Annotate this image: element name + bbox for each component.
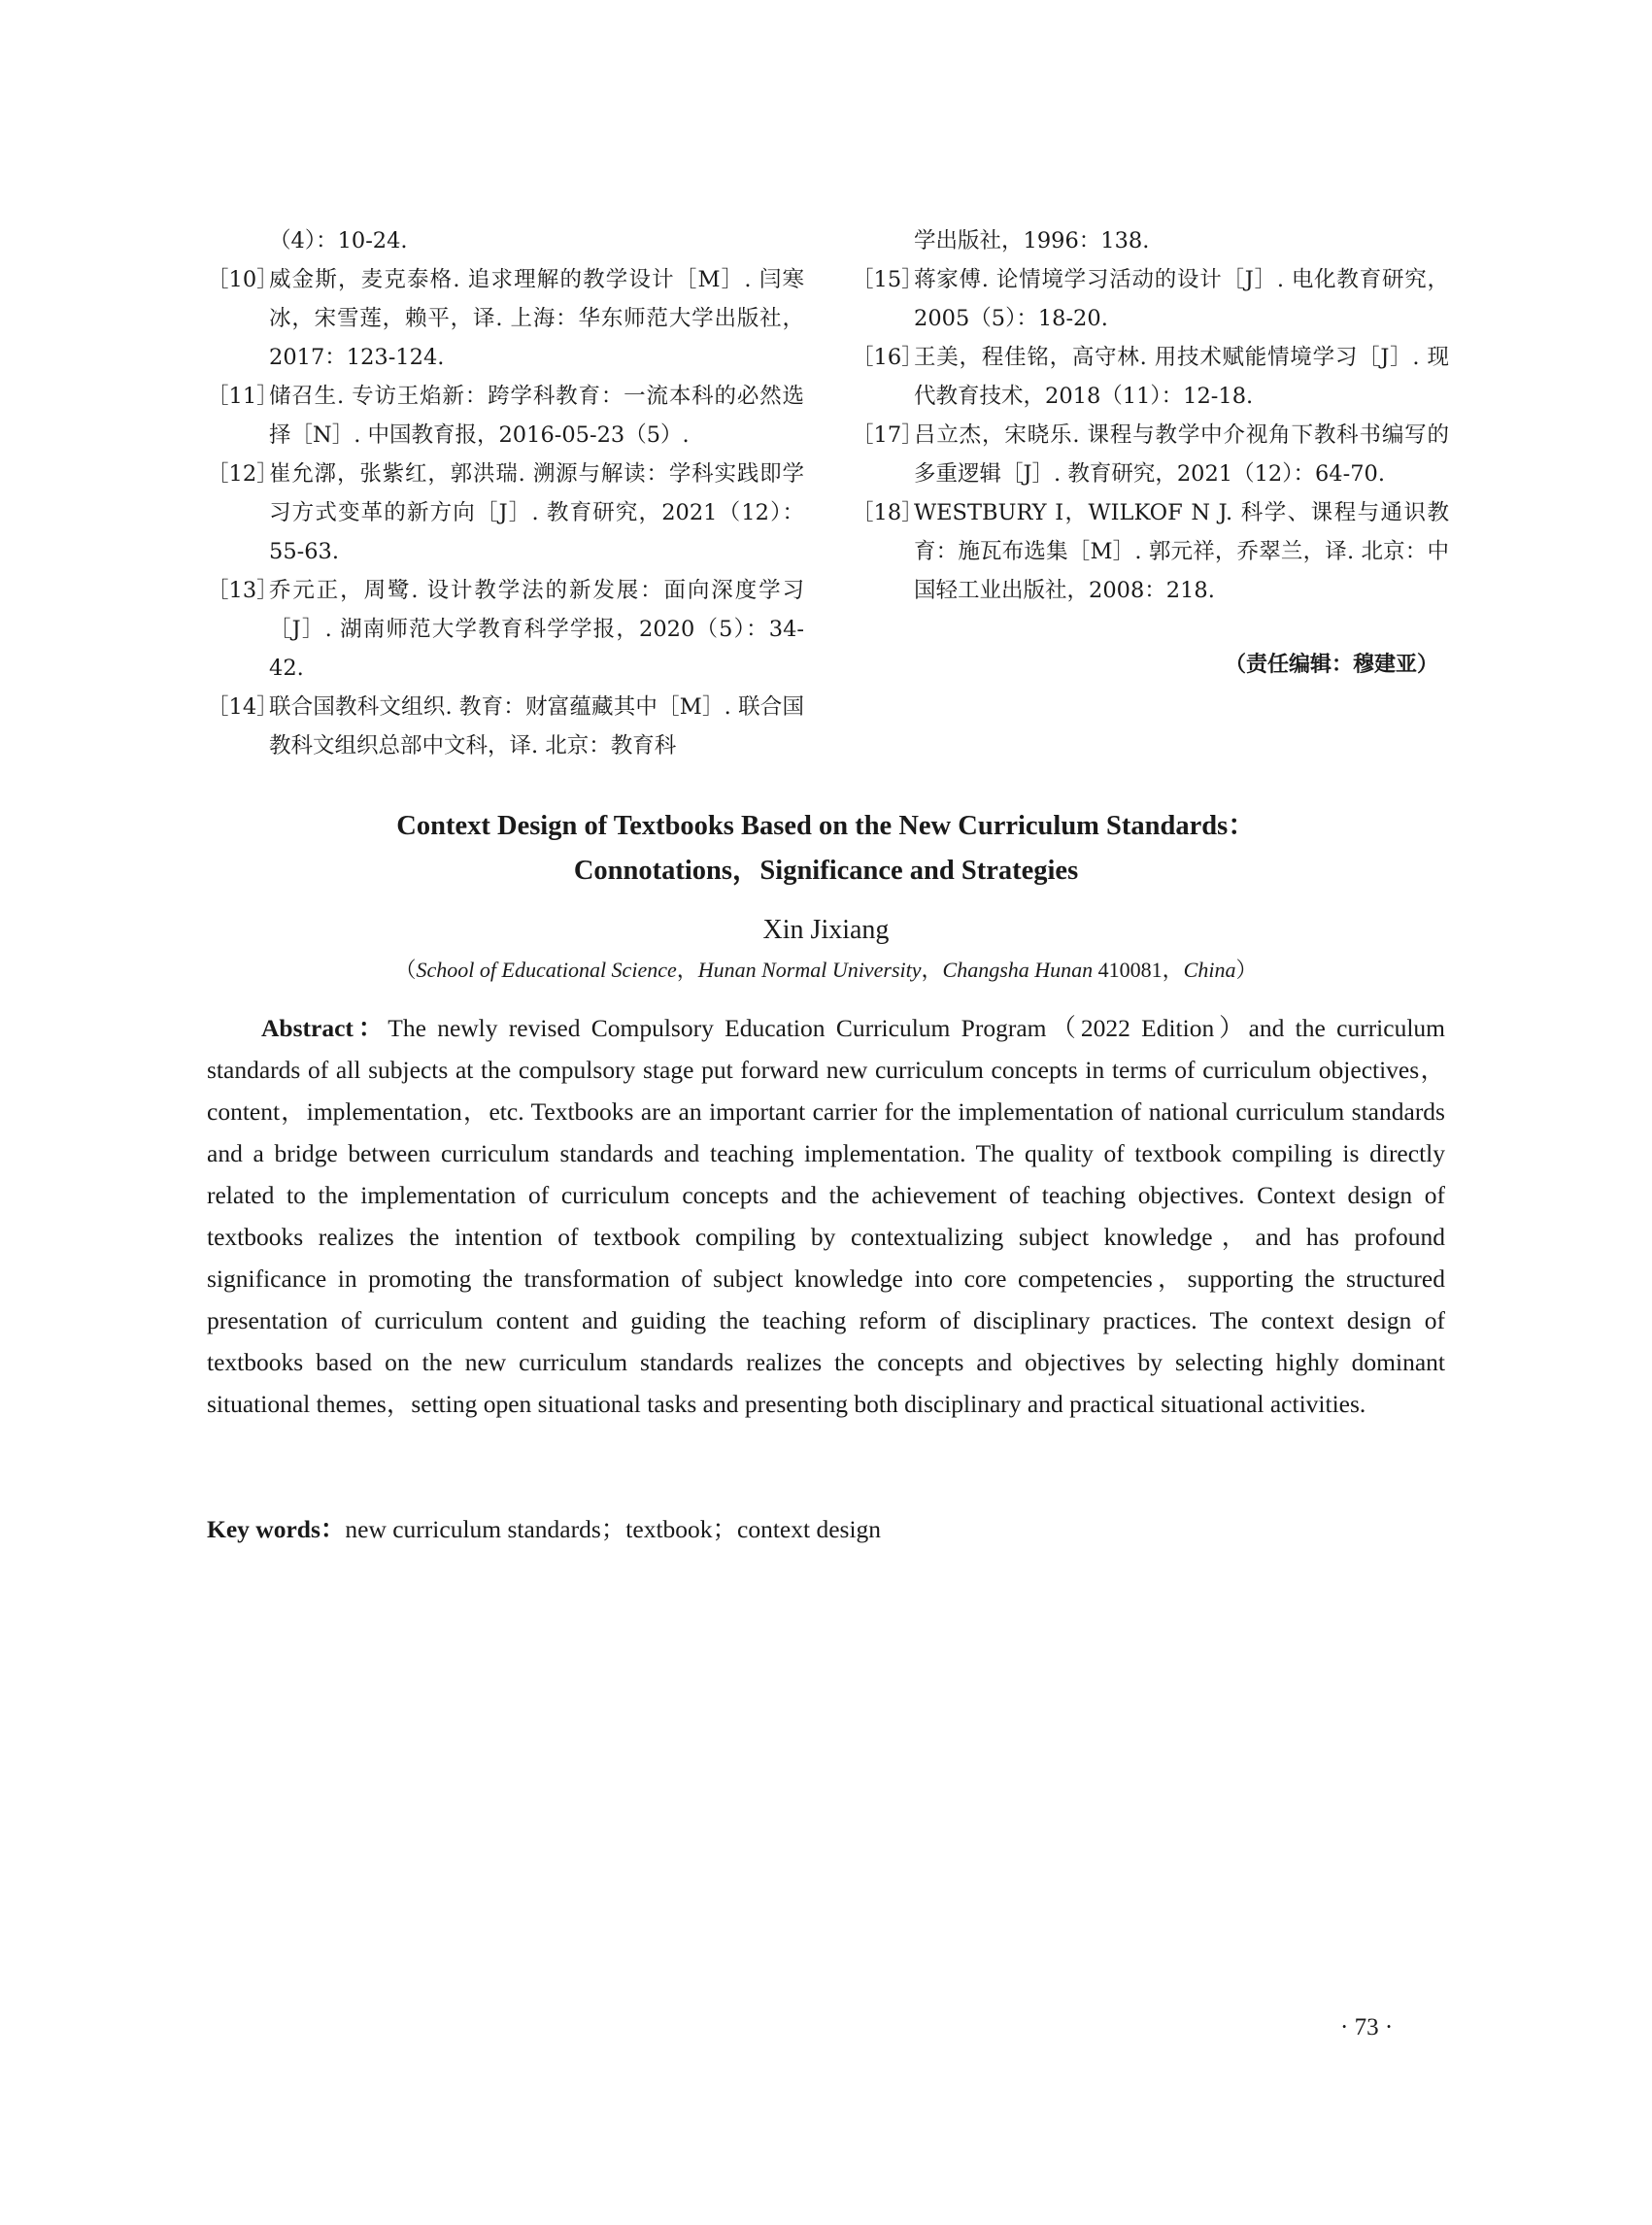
affiliation-separator: ，	[676, 958, 698, 982]
affiliation-city: Changsha Hunan	[942, 958, 1094, 982]
author-affiliation	[0, 956, 1652, 985]
references-right-column	[852, 221, 1449, 610]
page-number: · 73 ·	[1340, 2014, 1394, 2040]
reference-item	[207, 455, 804, 571]
reference-number: ［10］	[207, 267, 279, 292]
affiliation-country: China	[1183, 958, 1236, 982]
english-title-line-2: Connotations，Significance and Strategies	[573, 856, 1079, 886]
reference-number: ［18］	[852, 500, 924, 525]
reference-continuation: （4）：10-24.	[269, 228, 408, 253]
english-title-line-1: Context Design of Textbooks Based on the New Curriculum Standards：	[396, 811, 1256, 841]
reference-text: 崔允漷，张紫红，郭洪瑞. 溯源与解读：学科实践即学习方式变革的新方向［J］. 教育研究，2021（12）：55-63.	[269, 461, 804, 564]
affiliation-open-paren: （	[394, 958, 417, 982]
references-left-column	[207, 221, 804, 765]
reference-text: 吕立杰，宋晓乐. 课程与教学中介视角下教科书编写的多重逻辑［J］. 教育研究，2021（12）：64-70.	[914, 422, 1449, 487]
reference-item	[852, 260, 1449, 338]
reference-text: 储召生. 专访王焰新：跨学科教育：一流本科的必然选择［N］. 中国教育报，2016-05-23（5）.	[269, 384, 804, 448]
english-keywords	[207, 1508, 1445, 1550]
reference-number: ［14］	[207, 694, 279, 720]
reference-item	[207, 688, 804, 765]
reference-text: 王美，程佳铭，高守林. 用技术赋能情境学习［J］. 现代教育技术，2018（11）：12-18.	[914, 345, 1449, 409]
reference-number: ［16］	[852, 345, 924, 370]
reference-text: WESTBURY I，WILKOF N J. 科学、课程与通识教育：施瓦布选集［M］. 郭元祥，乔翠兰，译. 北京：中国轻工业出版社，2008：218.	[914, 500, 1449, 603]
reference-number: ［11］	[207, 384, 279, 409]
reference-item	[852, 493, 1449, 610]
abstract-text: The newly revised Compulsory Education Curriculum Program（2022 Edition）and the curriculum standards of all subjects at the compulsory stage put forward new curriculum concepts in terms of curriculum objectives，content，implementation，etc. Textbooks are an important carrier for the implementation of national curriculum standards and a bridge between curriculum standards and teaching implementation. The quality of textbook compiling is directly related to the implementation of curriculum concepts and the achievement of teaching objectives. Context design of textbooks realizes the intention of textbook compiling by contextualizing subject knowledge，and has profound significance in promoting the transformation of subject knowledge into core competencies，supporting the structured presentation of curriculum content and guiding the teaching reform of disciplinary practices. The context design of textbooks based on the new curriculum standards realizes the concepts and objectives by selecting highly dominant situational themes，setting open situational tasks and presenting both disciplinary and practical situational activities.	[207, 1014, 1446, 1418]
reference-item	[852, 338, 1449, 416]
reference-text: 联合国教科文组织. 教育：财富蕴藏其中［M］. 联合国教科文组织总部中文科，译. 北京：教育科	[269, 694, 804, 759]
reference-item	[207, 377, 804, 455]
author-name: Xin Jixiang	[762, 915, 890, 945]
abstract-label: Abstract：	[261, 1014, 388, 1042]
reference-number: ［15］	[852, 267, 924, 292]
affiliation-close-paren: ）	[1235, 958, 1258, 982]
reference-item	[207, 260, 804, 377]
reference-text: 威金斯，麦克泰格. 追求理解的教学设计［M］. 闫寒冰，宋雪莲，赖平，译. 上海：华东师范大学出版社，2017：123-124.	[269, 267, 804, 370]
reference-item	[207, 571, 804, 688]
affiliation-separator: ，	[921, 958, 943, 982]
reference-text: 乔元正，周鹭. 设计教学法的新发展：面向深度学习［J］. 湖南师范大学教育科学学报，2020（5）：34-42.	[269, 578, 804, 681]
reference-item	[852, 416, 1449, 493]
keywords-text: new curriculum standards；textbook；context design	[345, 1515, 882, 1543]
affiliation-university: Hunan Normal University	[697, 958, 922, 982]
reference-number: ［17］	[852, 422, 924, 448]
affiliation-school: School of Educational Science	[416, 958, 677, 982]
reference-text: 蒋家傅. 论情境学习活动的设计［J］. 电化教育研究，2005（5）：18-20.	[914, 267, 1449, 331]
keywords-label: Key words：	[207, 1515, 346, 1543]
affiliation-postcode: 410081，	[1093, 958, 1184, 982]
english-abstract	[207, 1007, 1445, 1425]
reference-number: ［12］	[207, 461, 279, 487]
reference-number: ［13］	[207, 578, 279, 603]
reference-continuation: 学出版社，1996：138.	[914, 228, 1150, 253]
responsible-editor-note: （责任编辑：穆建亚）	[1224, 653, 1438, 677]
